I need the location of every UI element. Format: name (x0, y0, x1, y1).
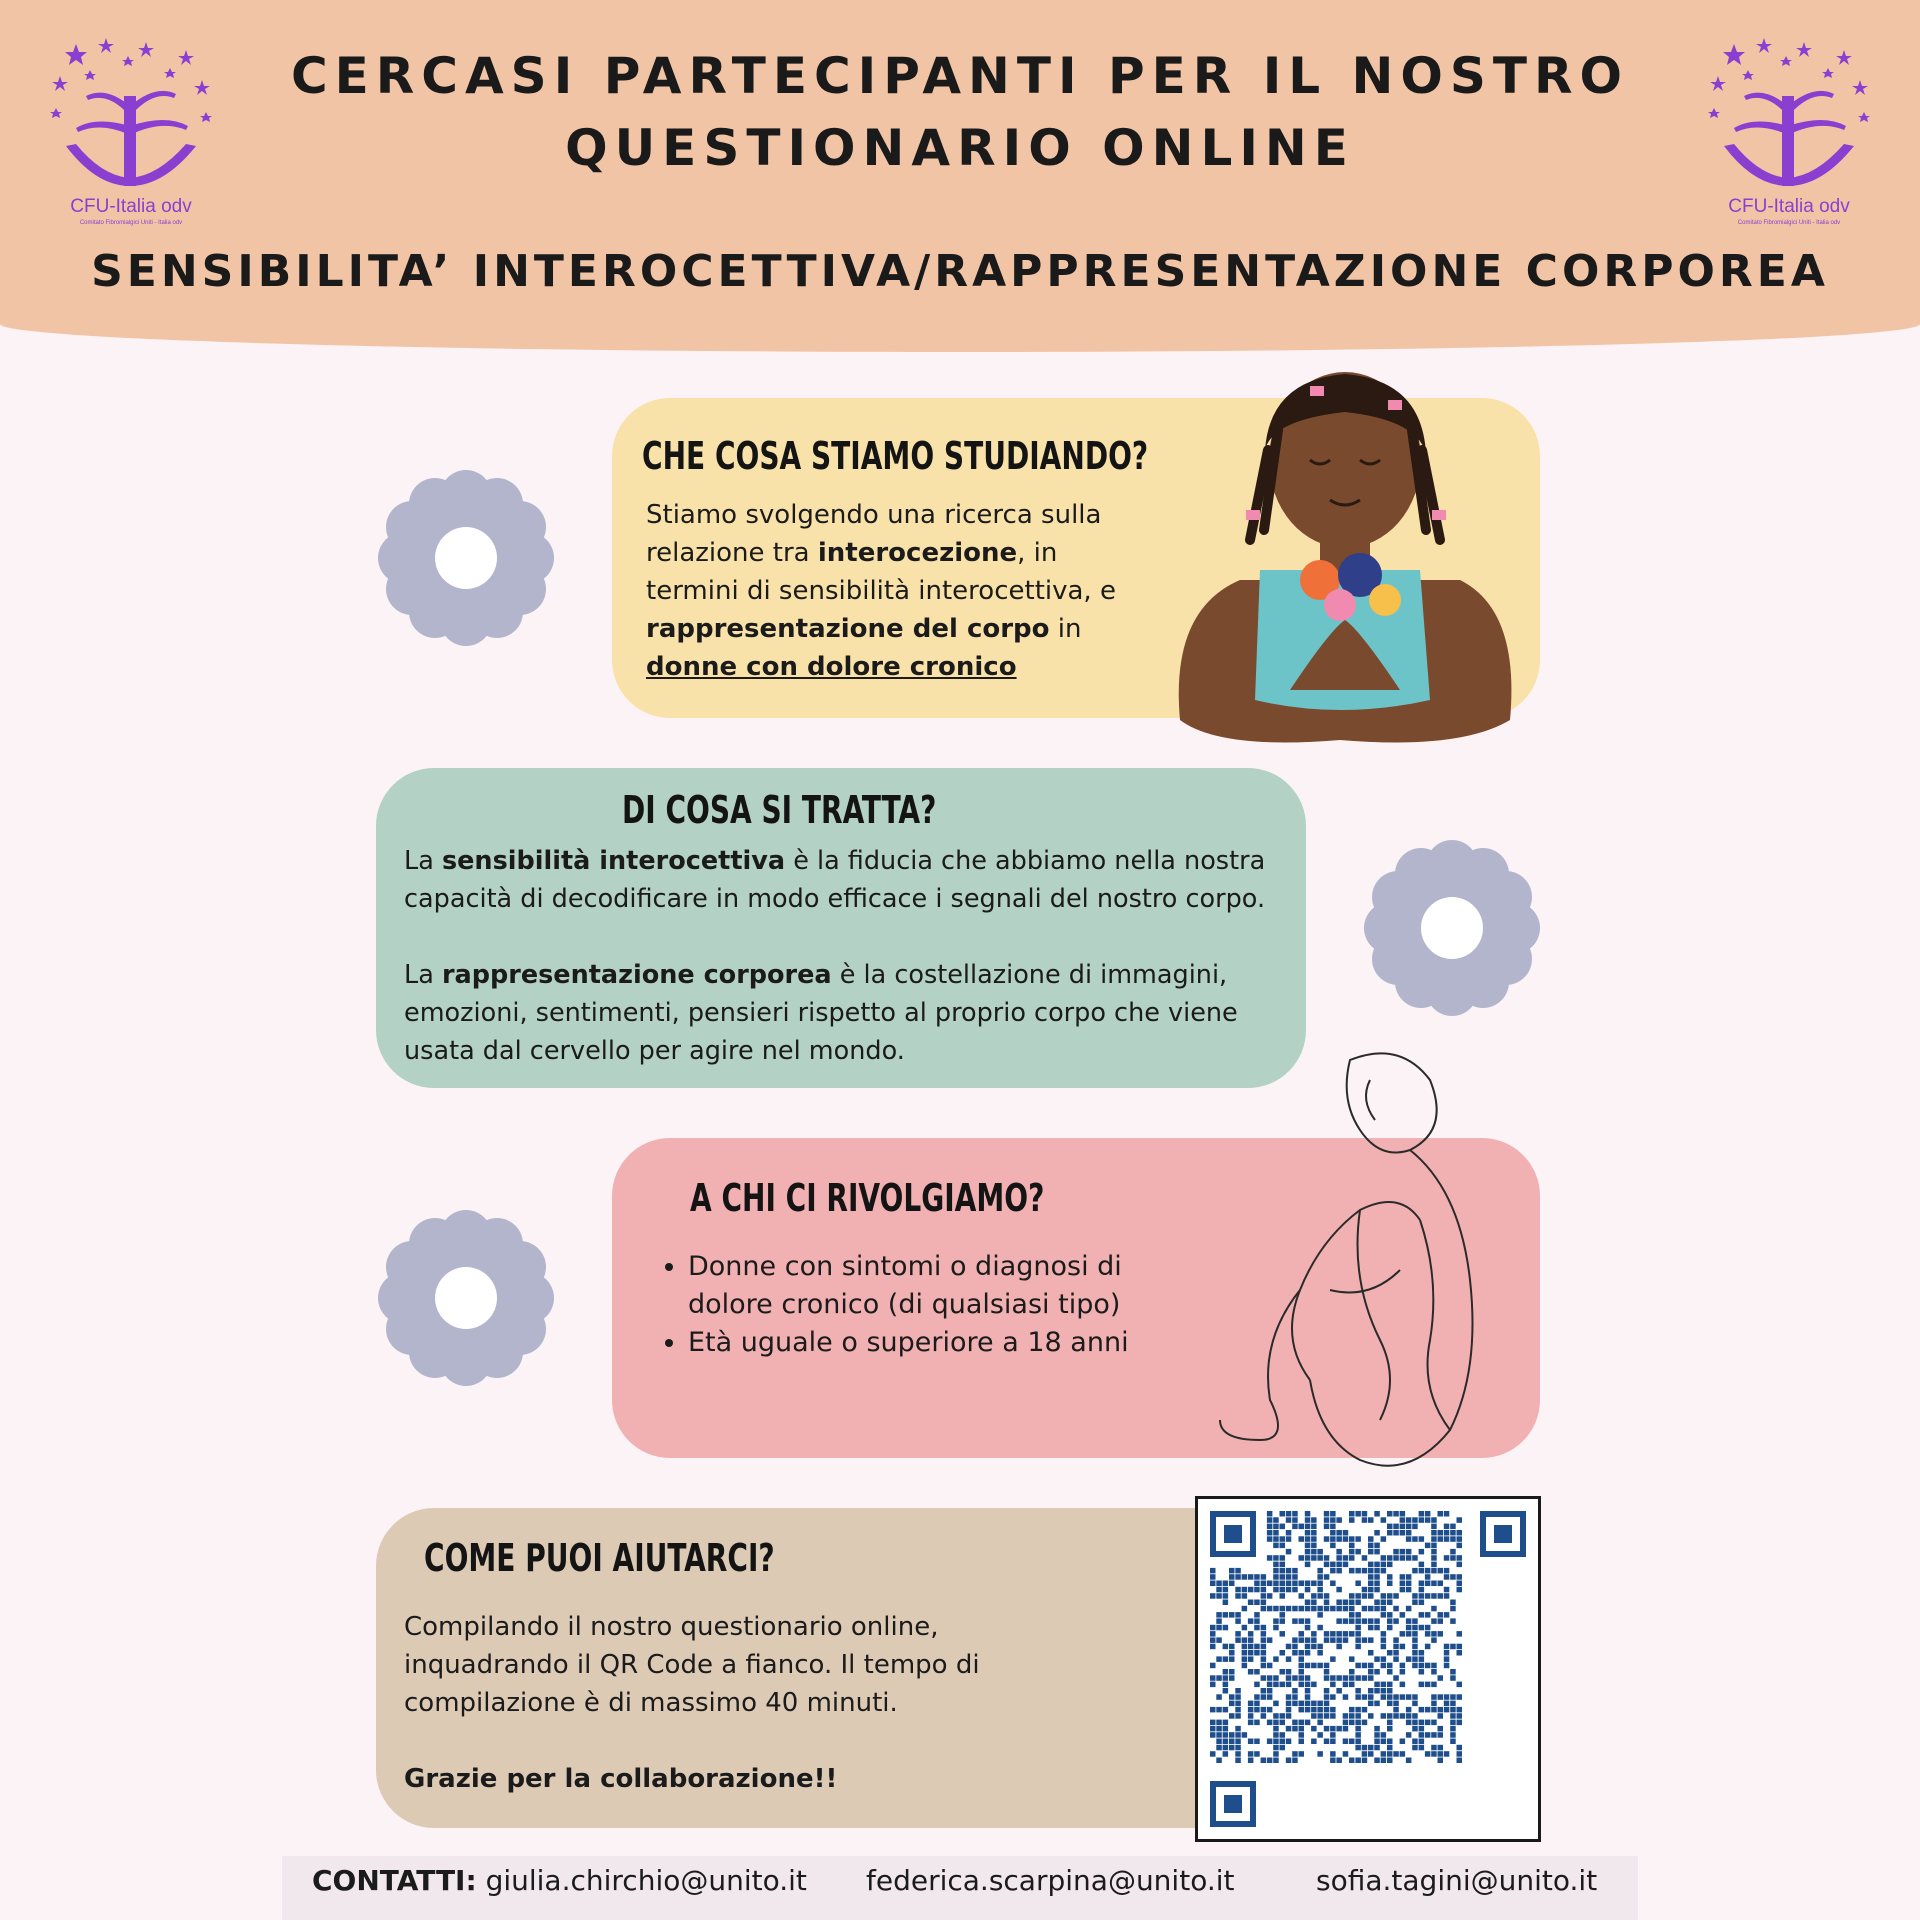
text-line: relazione tra interocezione, in (646, 538, 1058, 568)
flower-icon (376, 1208, 556, 1388)
text-line: usata dal cervello per agire nel mondo. (404, 1036, 905, 1066)
qr-code[interactable] (1195, 1496, 1541, 1842)
title-line-1: CERCASI PARTECIPANTI PER IL NOSTRO (290, 47, 1630, 105)
qr-finder-top-left (1210, 1511, 1256, 1557)
text-line: capacità di decodificare in modo efficace i segnali del nostro corpo. (404, 884, 1266, 914)
logo-subtext: Comitato Fibromialgici Uniti - Italia odv (1737, 220, 1841, 226)
section-heading: A CHI CI RIVOLGIAMO? (690, 1176, 1045, 1220)
logo-text: CFU-Italia odv (70, 196, 192, 217)
qr-finder-bottom-left (1210, 1781, 1256, 1827)
email-link-3[interactable]: sofia.tagini@unito.it (1316, 1864, 1598, 1897)
section-body (404, 1608, 984, 1798)
flower-icon (1362, 838, 1542, 1018)
text-line: termini di sensibilità interocettiva, e (646, 576, 1116, 606)
text-line: rappresentazione del corpo in (646, 614, 1082, 644)
woman-with-flowers-illustration (1160, 360, 1540, 750)
logo-subtext: Comitato Fibromialgici Uniti - Italia odv (79, 220, 183, 226)
page-title (0, 40, 1920, 184)
contacts-label: CONTATTI: (312, 1864, 477, 1897)
text-line-emphasis: donne con dolore cronico (646, 652, 1017, 682)
email-link-1[interactable]: giulia.chirchio@unito.it (485, 1864, 807, 1897)
qr-finder-top-right (1480, 1511, 1526, 1557)
text-line: La sensibilità interocettiva è la fiducia che abbiamo nella nostra (404, 846, 1266, 876)
qr-code-icon (1198, 1499, 1538, 1839)
text-line: compilazione è di massimo 40 minuti. (404, 1688, 898, 1718)
section-heading: COME PUOI AIUTARCI? (424, 1536, 775, 1580)
text-line: inquadrando il QR Code a fianco. Il tempo di (404, 1650, 980, 1680)
thanks-text: Grazie per la collaborazione!! (404, 1764, 838, 1794)
flower-icon (376, 468, 556, 648)
text-line: La rappresentazione corporea è la costellazione di immagini, (404, 960, 1228, 990)
logo-text: CFU-Italia odv (1728, 196, 1850, 217)
section-body (404, 842, 1294, 1070)
list-item: • Età uguale o superiore a 18 anni (688, 1324, 1168, 1362)
title-line-2: QUESTIONARIO ONLINE (565, 119, 1355, 177)
contacts (312, 1864, 807, 1897)
section-body (646, 496, 1146, 686)
page-subtitle: SENSIBILITA’ INTEROCETTIVA/RAPPRESENTAZIONE CORPOREA (91, 246, 1829, 297)
section-heading: DI COSA SI TRATTA? (622, 788, 937, 832)
text-line: emozioni, sentimenti, pensieri rispetto al proprio corpo che viene (404, 998, 1238, 1028)
email-link-2[interactable]: federica.scarpina@unito.it (866, 1864, 1235, 1897)
list-item: • Donne con sintomi o diagnosi di dolore cronico (di qualsiasi tipo) (688, 1248, 1168, 1324)
text-line: Compilando il nostro questionario online, (404, 1612, 939, 1642)
card-how-to-help (376, 1508, 1306, 1828)
line-art-woman-illustration (1200, 1040, 1530, 1480)
text-line: Stiamo svolgendo una ricerca sulla (646, 500, 1102, 530)
section-heading: CHE COSA STIAMO STUDIANDO? (642, 434, 1149, 478)
bullet-list (654, 1248, 1168, 1362)
card-what-is-it (376, 768, 1306, 1088)
